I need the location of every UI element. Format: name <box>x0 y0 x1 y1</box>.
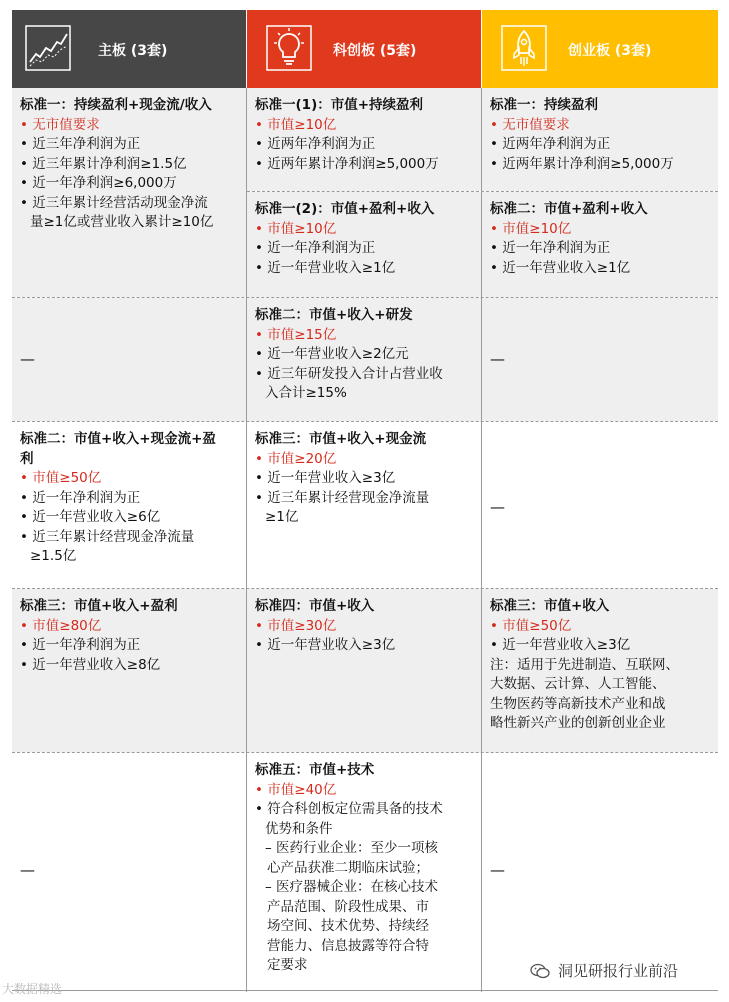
gem-standard-2-market-cap: • 市值≥10亿 <box>490 220 572 237</box>
main-standard-3-title: 标准三：市值+收入+盈利 <box>20 598 178 614</box>
star-standard-1-1 <box>247 88 481 191</box>
gem-empty-cell <box>482 753 718 990</box>
sub-criterion: – 医疗器械企业：在核心技术 <box>265 879 439 895</box>
criterion: • 近一年营业收入≥3亿 <box>255 470 396 486</box>
main-standard-2-market-cap: • 市值≥50亿 <box>20 470 102 486</box>
star-standard-3-market-cap: • 市值≥20亿 <box>255 450 337 467</box>
star-standard-1-2-title: 标准一(2)：市值+盈利+收入 <box>255 201 435 217</box>
star-standard-5-title: 标准五：市值+技术 <box>255 762 375 778</box>
criterion: • 近一年营业收入≥3亿 <box>490 637 631 653</box>
criterion: • 近三年累计净利润≥1.5亿 <box>20 155 187 172</box>
criterion-continued: 入合计≥15% <box>265 385 347 401</box>
line-chart-icon <box>24 24 72 72</box>
criterion: • 近一年净利润为正 <box>20 489 141 506</box>
main-standard-2-title-cont: 利 <box>20 450 34 467</box>
watermark-left <box>2 980 62 997</box>
sub-criterion-continued: 定要求 <box>267 957 308 973</box>
criterion: • 近两年累计净利润≥5,000万 <box>255 155 439 172</box>
sub-criterion-continued: 产品范围、阶段性成果、市 <box>267 898 429 915</box>
main-empty-cell <box>12 298 246 421</box>
main-standard-1 <box>12 88 246 297</box>
note-line: 大数据、云计算、人工智能、 <box>490 676 666 692</box>
watermark-right-text: 洞见研报行业前沿 <box>558 962 679 980</box>
gem-standard-3-title: 标准三：市值+收入 <box>490 598 610 614</box>
header-star-market <box>247 10 481 88</box>
sub-criterion-continued: 营能力、信息披露等符合特 <box>267 937 429 954</box>
empty-dash: — <box>490 350 505 368</box>
criterion-continued: 优势和条件 <box>265 820 333 837</box>
main-standard-3-market-cap: • 市值≥80亿 <box>20 617 102 634</box>
criterion: • 近一年营业收入≥6亿 <box>20 509 161 525</box>
header-main-board <box>12 10 246 88</box>
main-standard-1-market-cap: • 无市值要求 <box>20 116 100 133</box>
gem-standard-1-title: 标准一：持续盈利 <box>490 97 598 113</box>
criterion: • 近三年累计经营活动现金净流 <box>20 194 208 211</box>
gem-standard-2 <box>482 192 718 297</box>
main-empty-cell <box>12 753 246 990</box>
sub-criterion: – 医药行业企业：至少一项核 <box>265 840 439 856</box>
main-standard-2-title: 标准二：市值+收入+现金流+盈 <box>20 431 216 447</box>
criterion: • 近三年累计经营现金净流量 <box>255 489 430 506</box>
star-standard-2-title: 标准二：市值+收入+研发 <box>255 307 413 323</box>
criterion: • 近三年净利润为正 <box>20 136 141 152</box>
watermark-left-text: 大数据精选 <box>2 982 63 996</box>
header-gem-label: 创业板 (3套) <box>568 43 652 59</box>
main-standard-3 <box>12 589 246 752</box>
criterion-continued: ≥1亿 <box>265 509 299 525</box>
star-standard-3 <box>247 422 481 588</box>
header-gem-board <box>482 10 718 88</box>
star-standard-1-2-market-cap: • 市值≥10亿 <box>255 220 337 237</box>
gem-standard-2-title: 标准二：市值+盈利+收入 <box>490 201 648 217</box>
sub-criterion-continued: 场空间、技术优势、持续经 <box>267 918 429 934</box>
note-line: 生物医药等高新技术产业和战 <box>490 695 666 712</box>
gem-standard-3-market-cap: • 市值≥50亿 <box>490 617 572 634</box>
empty-dash: — <box>490 861 505 879</box>
empty-dash: — <box>490 498 505 516</box>
star-standard-5-market-cap: • 市值≥40亿 <box>255 781 337 798</box>
wechat-icon <box>530 963 550 979</box>
main-standard-1-title: 标准一：持续盈利+现金流/收入 <box>20 97 212 113</box>
star-standard-4 <box>247 589 481 752</box>
star-standard-3-title: 标准三：市值+收入+现金流 <box>255 431 427 447</box>
gem-empty-cell <box>482 298 718 421</box>
gem-empty-cell <box>482 422 718 588</box>
rocket-icon <box>500 24 548 72</box>
empty-dash: — <box>20 350 35 368</box>
gem-standard-1 <box>482 88 718 191</box>
criterion: • 近两年净利润为正 <box>255 136 376 152</box>
lightbulb-icon <box>265 24 313 72</box>
gem-standard-1-market-cap: • 无市值要求 <box>490 116 570 133</box>
star-standard-5 <box>247 753 481 990</box>
main-standard-2 <box>12 422 246 588</box>
criterion: • 近一年净利润为正 <box>255 240 376 256</box>
criterion: • 近一年净利润为正 <box>490 240 611 256</box>
star-standard-4-market-cap: • 市值≥30亿 <box>255 617 337 634</box>
header-star-label: 科创板 (5套) <box>333 43 417 59</box>
note-line: 注：适用于先进制造、互联网、 <box>490 656 679 673</box>
criterion: • 近一年营业收入≥8亿 <box>20 656 161 673</box>
criterion: • 近一年营业收入≥1亿 <box>490 259 631 276</box>
note-line: 略性新兴产业的创新创业企业 <box>490 715 666 731</box>
criterion: • 近一年净利润为正 <box>20 637 141 653</box>
empty-dash: — <box>20 861 35 879</box>
criterion: • 近三年累计经营现金净流量 <box>20 528 195 545</box>
star-standard-2 <box>247 298 481 421</box>
sub-criterion-continued: 心产品获准二期临床试验； <box>267 859 429 876</box>
watermark-right <box>530 960 678 981</box>
table-bottom-border <box>12 990 718 991</box>
criterion: • 近三年研发投入合计占营业收 <box>255 365 443 382</box>
criterion: • 近一年净利润≥6,000万 <box>20 175 177 191</box>
criterion: • 近一年营业收入≥2亿元 <box>255 346 409 362</box>
criterion: • 近两年累计净利润≥5,000万 <box>490 155 674 172</box>
criterion-continued: ≥1.5亿 <box>30 548 77 564</box>
criterion: • 符合科创板定位需具备的技术 <box>255 801 443 817</box>
star-standard-1-1-market-cap: • 市值≥10亿 <box>255 116 337 133</box>
star-standard-1-1-title: 标准一(1)：市值+持续盈利 <box>255 97 424 113</box>
star-standard-2-market-cap: • 市值≥15亿 <box>255 326 337 343</box>
criterion-continued: 量≥1亿或营业收入累计≥10亿 <box>30 214 214 230</box>
gem-standard-3 <box>482 589 718 752</box>
criterion: • 近两年净利润为正 <box>490 136 611 152</box>
star-standard-4-title: 标准四：市值+收入 <box>255 598 375 614</box>
star-standard-1-2 <box>247 192 481 297</box>
criterion: • 近一年营业收入≥1亿 <box>255 259 396 276</box>
header-main-label: 主板 (3套) <box>98 43 168 59</box>
criterion: • 近一年营业收入≥3亿 <box>255 637 396 653</box>
